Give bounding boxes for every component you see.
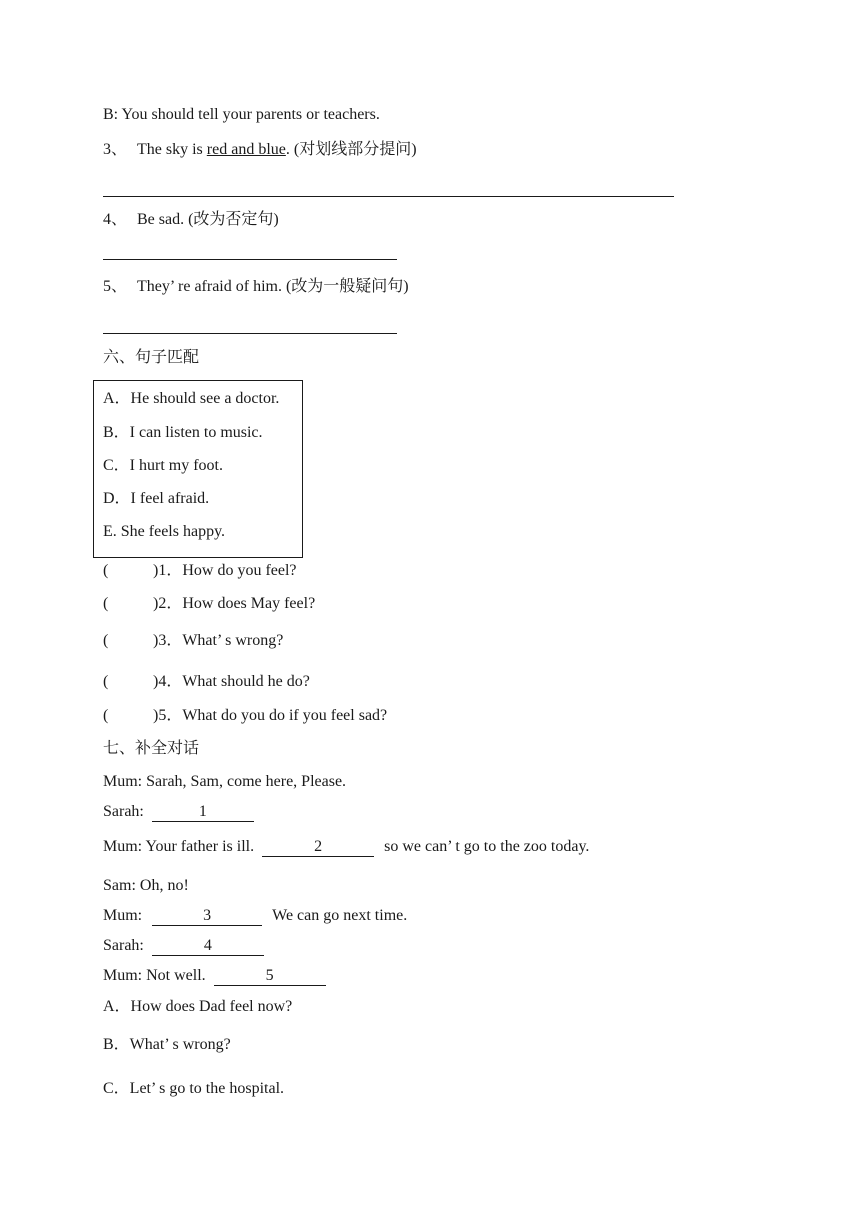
speaker-label: Mum:: [103, 907, 143, 924]
question-text-post: . (对划线部分提问): [285, 141, 417, 158]
match-question-text: )2．How does May feel?: [153, 595, 316, 612]
answer-paren[interactable]: (: [103, 562, 109, 579]
dialogue-line-6: [103, 936, 264, 956]
answer-paren[interactable]: (: [103, 595, 109, 612]
question-3: [103, 140, 417, 160]
section-7-title: 七、补全对话: [103, 740, 200, 757]
dialogue-line-5: [103, 906, 407, 926]
match-question-text: )4．What should he do?: [153, 673, 310, 690]
dialogue-line-7: [103, 966, 326, 986]
match-question-2: [103, 594, 315, 614]
option-e: E. She feels happy.: [103, 523, 226, 540]
answer-line-3: [103, 196, 674, 197]
match-question-text: )5．What do you do if you feel sad?: [153, 707, 388, 724]
underlined-phrase: red and blue: [206, 141, 286, 158]
question-number: 4、: [103, 211, 128, 228]
question-text-pre: The sky is: [137, 141, 207, 158]
dialogue-text-post: so we can’ t go to the zoo today.: [384, 838, 590, 855]
option-b: B．I can listen to music.: [103, 424, 263, 441]
section-6-title: 六、句子匹配: [103, 349, 200, 366]
dialogue-text-pre: Mum: Not well.: [103, 967, 206, 984]
question-4: [103, 210, 279, 230]
question-text: Be sad. (改为否定句): [137, 211, 279, 228]
match-question-5: [103, 706, 387, 726]
answer-paren[interactable]: (: [103, 673, 109, 690]
dialogue-text-pre: Mum: Your father is ill.: [103, 838, 255, 855]
speaker-label: Sarah:: [103, 803, 144, 820]
dialogue-line-4: Sam: Oh, no!: [103, 877, 189, 894]
option-d: D．I feel afraid.: [103, 490, 210, 507]
choice-a: A．How does Dad feel now?: [103, 998, 293, 1015]
question-text: They’ re afraid of him. (改为一般疑问句): [137, 278, 409, 295]
question-number: 5、: [103, 278, 128, 295]
answer-paren[interactable]: (: [103, 632, 109, 649]
dialogue-line-3: [103, 837, 589, 857]
match-question-3: [103, 631, 283, 651]
speaker-label: Sarah:: [103, 937, 144, 954]
choice-c: C．Let’ s go to the hospital.: [103, 1080, 285, 1097]
option-c: C．I hurt my foot.: [103, 457, 223, 474]
blank-5[interactable]: 5: [214, 967, 326, 986]
question-number: 3、: [103, 141, 128, 158]
option-a: A．He should see a doctor.: [103, 390, 280, 407]
blank-4[interactable]: 4: [152, 937, 264, 956]
blank-1[interactable]: 1: [152, 803, 254, 822]
blank-3[interactable]: 3: [152, 907, 262, 926]
question-5: [103, 277, 409, 297]
dialogue-line-2: [103, 802, 254, 822]
dialogue-text-post: We can go next time.: [272, 907, 408, 924]
answer-line-4: [103, 259, 397, 260]
match-question-text: )1．How do you feel?: [153, 562, 297, 579]
answer-line-b: B: You should tell your parents or teachers.: [103, 106, 380, 123]
match-question-text: )3．What’ s wrong?: [153, 632, 284, 649]
answer-line-5: [103, 333, 397, 334]
match-question-1: [103, 561, 297, 581]
blank-2[interactable]: 2: [262, 838, 374, 857]
match-question-4: [103, 672, 310, 692]
choice-b: B．What’ s wrong?: [103, 1036, 231, 1053]
answer-paren[interactable]: (: [103, 707, 109, 724]
dialogue-line-1: Mum: Sarah, Sam, come here, Please.: [103, 773, 347, 790]
